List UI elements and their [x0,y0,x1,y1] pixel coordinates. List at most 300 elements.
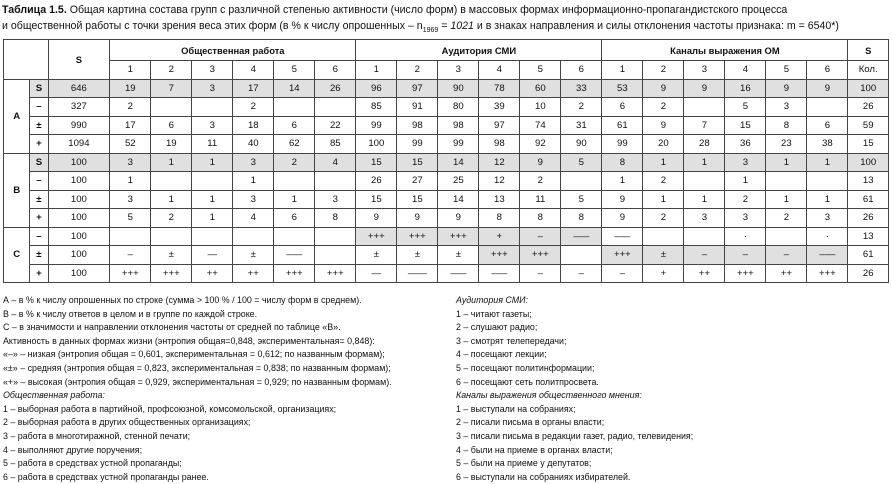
row-s-value: 646 [48,79,110,98]
data-cell: 8 [520,209,561,228]
data-cell: 1 [643,153,684,172]
data-cell: 10 [520,98,561,117]
row-sign: + [30,135,48,154]
data-cell: 11 [192,135,233,154]
header-group: Общественная работа [110,40,356,61]
header-subcolumn: 1 [356,61,397,80]
data-cell: 74 [520,116,561,135]
data-cell: 9 [807,79,848,98]
data-cell: 53 [602,79,643,98]
data-cell: 26 [315,79,356,98]
caption-label: Таблица 1.5. [2,4,67,16]
data-cell [561,246,602,265]
note-line: 2 – писали письма в органы власти; [456,417,605,428]
data-cell: 100 [848,79,889,98]
data-cell: – [725,246,766,265]
data-cell: 7 [684,116,725,135]
data-cell [766,227,807,246]
row-sign: S [30,79,48,98]
row-sign: ± [30,190,48,209]
data-cell: 60 [520,79,561,98]
data-cell: 13 [848,227,889,246]
table-row [4,116,889,135]
data-cell: · [807,227,848,246]
data-cell: 2 [561,98,602,117]
data-cell [315,227,356,246]
note-line: 3 – писали письма в редакции газет, радио, телевидения; [456,430,694,441]
data-cell: 59 [848,116,889,135]
caption-line1-text: Общая картина состава групп с различной степенью активности (число форм) в массовых формах информационно-пропагандистского процесса [66,4,788,16]
data-cell: 90 [438,79,479,98]
caption-line-1 [2,2,890,18]
row-sign: – [30,227,48,246]
data-cell: +++ [315,264,356,283]
data-cell: – [110,246,151,265]
row-s-value: 100 [48,172,110,191]
data-cell [684,172,725,191]
data-cell [766,172,807,191]
note-line: С – в значимости и направлении отклонения частоты от средней по таблице «В». [3,322,341,333]
data-cell: 3 [684,209,725,228]
note-line: 5 – были на приеме у депутатов; [456,458,592,469]
header-subcolumn: 5 [520,61,561,80]
data-cell: 6 [602,98,643,117]
note-line: 6 – посещают сеть политпросвета. [456,376,599,387]
data-cell: · [725,227,766,246]
note-line: 2 – слушают радио; [456,322,538,333]
data-cell: 3 [110,190,151,209]
data-cell: 99 [397,135,438,154]
data-cell: 18 [233,116,274,135]
data-cell: 99 [438,135,479,154]
data-cell [151,172,192,191]
data-cell: 36 [725,135,766,154]
data-cell: 1 [807,190,848,209]
data-cell: 15 [356,190,397,209]
data-cell: 98 [397,116,438,135]
note-line: 6 – выступали на собраниях избирателей. [456,471,631,482]
data-cell: – [766,246,807,265]
data-cell: 1 [192,190,233,209]
block-label: С [4,227,30,283]
data-cell: 20 [643,135,684,154]
data-cell: 5 [561,190,602,209]
header-subcolumn: 3 [192,61,233,80]
data-cell: ––– [438,264,479,283]
data-cell: 3 [233,153,274,172]
data-cell: – [561,264,602,283]
caption-subscript: 1969 [422,27,439,35]
note-line: «±» – средняя (энтропия общая = 0,823, экспериментальная = 0,838; по названным формам); [3,362,391,373]
data-cell [684,227,725,246]
row-s-value: 100 [48,246,110,265]
data-cell: 62 [274,135,315,154]
data-cell: 28 [684,135,725,154]
data-cell: 9 [520,153,561,172]
notes-left [3,294,443,484]
data-cell: 17 [110,116,151,135]
data-cell: 15 [848,135,889,154]
data-cell: 23 [766,135,807,154]
data-cell: 38 [807,135,848,154]
data-cell: 80 [438,98,479,117]
data-cell: 14 [438,153,479,172]
note-line: 3 – работа в многотиражной, стенной печати; [3,430,191,441]
data-cell: 1 [807,153,848,172]
caption-n-value: 1021 [450,20,474,32]
data-cell: 14 [438,190,479,209]
data-cell: 91 [397,98,438,117]
data-cell: 52 [110,135,151,154]
data-cell: 98 [438,116,479,135]
data-cell: ++ [684,264,725,283]
data-cell: 100 [356,135,397,154]
header-group: Аудитория СМИ [356,40,602,61]
data-cell: 15 [356,153,397,172]
data-cell: 96 [356,79,397,98]
data-cell: 99 [602,135,643,154]
data-cell: 6 [274,116,315,135]
data-cell [274,227,315,246]
data-cell: 61 [848,190,889,209]
data-cell: 15 [725,116,766,135]
data-cell [315,246,356,265]
data-cell: 12 [479,153,520,172]
header-subcolumn: 6 [561,61,602,80]
data-cell: 9 [643,79,684,98]
note-line: Общественная работа: [3,390,105,401]
data-cell: ± [233,246,274,265]
data-cell: 78 [479,79,520,98]
data-cell: 98 [479,135,520,154]
data-cell: 25 [438,172,479,191]
data-cell: +++ [602,246,643,265]
data-cell: +++ [151,264,192,283]
header-row-subcolumns [4,61,889,80]
data-cell: +++ [520,246,561,265]
data-cell [643,227,684,246]
data-cell: 1 [602,172,643,191]
data-cell: 1 [233,172,274,191]
data-cell [561,172,602,191]
block-label: В [4,153,30,227]
data-cell [110,227,151,246]
table-caption [2,2,890,39]
data-cell: 5 [110,209,151,228]
data-cell: 14 [274,79,315,98]
data-cell: 27 [397,172,438,191]
header-subcolumn: 2 [643,61,684,80]
data-cell: +++ [274,264,315,283]
data-cell: 2 [233,98,274,117]
row-sign: ± [30,116,48,135]
note-line: 4 – выполняют другие поручения; [3,444,143,455]
data-cell [192,98,233,117]
data-cell: 100 [848,153,889,172]
row-s-value: 990 [48,116,110,135]
header-subcolumn: 2 [151,61,192,80]
data-cell: 26 [848,98,889,117]
data-cell: 11 [520,190,561,209]
data-cell: 16 [725,79,766,98]
header-subcolumn: 5 [274,61,315,80]
data-cell: 61 [602,116,643,135]
data-cell [684,98,725,117]
data-cell: 1 [192,209,233,228]
data-cell [233,227,274,246]
data-cell: ––– [561,227,602,246]
note-line: Активность в данных формах жизни (энтропия общая=0,848, экспериментальная= 0,848): [3,335,375,346]
data-cell: 3 [233,190,274,209]
data-cell [151,98,192,117]
data-table [3,39,889,283]
data-cell [315,98,356,117]
data-cell: 8 [602,153,643,172]
data-cell: 97 [397,79,438,98]
header-subcolumn: 6 [807,61,848,80]
data-cell: +++ [807,264,848,283]
data-cell: 1 [151,190,192,209]
data-cell: ––– [479,264,520,283]
data-cell: 1 [274,190,315,209]
data-cell: 19 [110,79,151,98]
data-cell [315,172,356,191]
data-cell: 9 [438,209,479,228]
data-cell: 6 [151,116,192,135]
data-cell: 2 [643,209,684,228]
row-s-value: 100 [48,153,110,172]
data-cell: – [602,264,643,283]
data-cell: 9 [766,79,807,98]
header-group: Каналы выражения ОМ [602,40,848,61]
row-s-value: 327 [48,98,110,117]
row-s-value: 100 [48,264,110,283]
data-cell: 1 [766,190,807,209]
data-cell: 3 [110,153,151,172]
header-subcolumn: Кол. [848,61,889,80]
data-cell: 15 [397,190,438,209]
data-cell: 3 [725,209,766,228]
note-line: Каналы выражения общественного мнения: [456,390,642,401]
data-cell: 3 [807,209,848,228]
data-cell: 12 [479,172,520,191]
data-cell: +++ [725,264,766,283]
data-cell: 5 [561,153,602,172]
data-cell: 17 [233,79,274,98]
data-cell: 97 [479,116,520,135]
data-cell: 26 [356,172,397,191]
data-cell [151,227,192,246]
header-s-total: S [848,40,889,61]
data-cell: 4 [315,153,356,172]
data-cell: 1 [725,172,766,191]
table-row [4,135,889,154]
data-cell: 85 [315,135,356,154]
data-cell: 2 [520,172,561,191]
data-cell: 40 [233,135,274,154]
data-cell: +++ [356,227,397,246]
data-cell [192,227,233,246]
data-cell: 1 [684,190,725,209]
corner-cell [4,40,49,80]
data-cell: 3 [192,116,233,135]
header-s: S [48,40,110,80]
row-s-value: 100 [48,190,110,209]
row-s-value: 100 [48,227,110,246]
data-cell: 7 [151,79,192,98]
data-cell: ++ [766,264,807,283]
data-cell: 2 [151,209,192,228]
data-cell: ± [397,246,438,265]
row-sign: – [30,98,48,117]
data-cell: 92 [520,135,561,154]
data-cell: — [192,246,233,265]
data-cell [807,98,848,117]
data-cell: 61 [848,246,889,265]
data-cell [807,172,848,191]
data-cell [192,172,233,191]
header-row-groups [4,40,889,61]
data-cell: 9 [602,190,643,209]
note-line: 3 – смотрят телепередачи; [456,335,567,346]
data-cell: +++ [479,246,520,265]
note-line: 5 – посещают политинформации; [456,362,595,373]
data-cell: 3 [766,98,807,117]
data-cell: ––– [807,246,848,265]
data-cell: +++ [438,227,479,246]
table-row [4,98,889,117]
header-subcolumn: 4 [479,61,520,80]
data-cell: 1 [643,190,684,209]
data-cell: 1 [151,153,192,172]
table-row [4,172,889,191]
data-cell: +++ [397,227,438,246]
notes-right [456,294,888,484]
note-line: 4 – посещают лекции; [456,349,547,360]
header-subcolumn: 4 [725,61,766,80]
data-cell: —— [397,264,438,283]
note-line: 4 – были на приеме в органах власти; [456,444,613,455]
data-cell: 1 [684,153,725,172]
block-label: А [4,79,30,153]
table-row [4,209,889,228]
data-cell: +++ [110,264,151,283]
data-cell: – [684,246,725,265]
note-line: 6 – работа в средствах устной пропаганды ранее. [3,471,209,482]
data-cell: 1 [766,153,807,172]
row-sign: + [30,264,48,283]
data-cell: 2 [643,98,684,117]
data-cell: 31 [561,116,602,135]
data-cell: 2 [274,153,315,172]
data-cell: ± [151,246,192,265]
row-sign: + [30,209,48,228]
data-cell: 33 [561,79,602,98]
data-cell: 9 [602,209,643,228]
table-row [4,79,889,98]
data-cell: ± [643,246,684,265]
note-line: 1 – выборная работа в партийной, профсоюзной, комсомольской, организациях; [3,403,337,414]
data-cell: ++ [233,264,274,283]
data-cell: 3 [315,190,356,209]
data-cell: 19 [151,135,192,154]
header-subcolumn: 2 [397,61,438,80]
caption-line-2 [2,18,890,39]
data-cell: 2 [766,209,807,228]
table-row [4,153,889,172]
note-line: 5 – работа в средствах устной пропаганды; [3,458,182,469]
table-row [4,264,889,283]
data-cell: 8 [766,116,807,135]
caption-eq: = [438,20,451,32]
data-cell: 6 [807,116,848,135]
note-line: Аудитория СМИ: [456,295,528,305]
data-cell: ± [438,246,479,265]
data-cell: 90 [561,135,602,154]
note-line: «+» – высокая (энтропия общая = 0,929, экспериментальная = 0,929; по названным формам). [3,376,392,387]
data-cell: + [643,264,684,283]
data-cell: 39 [479,98,520,117]
header-subcolumn: 5 [766,61,807,80]
note-line: В – в % к числу ответов в целом и в группе по каждой строке. [3,308,258,319]
data-cell: 1 [110,172,151,191]
data-cell: 13 [848,172,889,191]
data-cell: 2 [643,172,684,191]
data-cell: 13 [479,190,520,209]
data-cell: 3 [192,79,233,98]
data-cell: 26 [848,264,889,283]
data-cell: 2 [110,98,151,117]
data-cell: 22 [315,116,356,135]
row-s-value: 100 [48,209,110,228]
data-cell: 5 [725,98,766,117]
note-line: 1 – выступали на собраниях; [456,403,576,414]
caption-line2-post: и в знаках направления и силы отклонения частоты признака: m = 6540*) [473,20,839,32]
note-line: 1 – читают газеты; [456,308,532,319]
data-cell: 8 [315,209,356,228]
data-cell: ± [356,246,397,265]
data-cell: 9 [397,209,438,228]
table-row [4,246,889,265]
data-cell: 2 [725,190,766,209]
data-cell: – [520,264,561,283]
data-cell: 8 [561,209,602,228]
data-cell: + [479,227,520,246]
data-cell: 99 [356,116,397,135]
data-cell: ––– [274,246,315,265]
caption-line2-pre: и общественной работы с точки зрения веса этих форм (в % к числу опрошенных – n [2,20,423,32]
data-cell: 15 [397,153,438,172]
data-cell: ––– [602,227,643,246]
row-sign: – [30,172,48,191]
header-subcolumn: 1 [602,61,643,80]
table-row [4,227,889,246]
note-line: 2 – выборная работа в других общественных организациях; [3,417,251,428]
header-subcolumn: 6 [315,61,356,80]
data-cell: — [356,264,397,283]
data-cell: 85 [356,98,397,117]
data-cell: – [520,227,561,246]
header-subcolumn: 3 [438,61,479,80]
data-cell: 9 [356,209,397,228]
note-line: А – в % к числу опрошенных по строке (сумма > 100 % / 100 = числу форм в среднем). [3,295,362,305]
data-cell: 3 [725,153,766,172]
note-line: «–» – низкая (энтропия общая = 0,601, экспериментальная = 0,612; по названным формам); [3,349,385,360]
data-cell: 1 [192,153,233,172]
data-cell: 9 [684,79,725,98]
data-cell: 9 [643,116,684,135]
data-cell [274,98,315,117]
